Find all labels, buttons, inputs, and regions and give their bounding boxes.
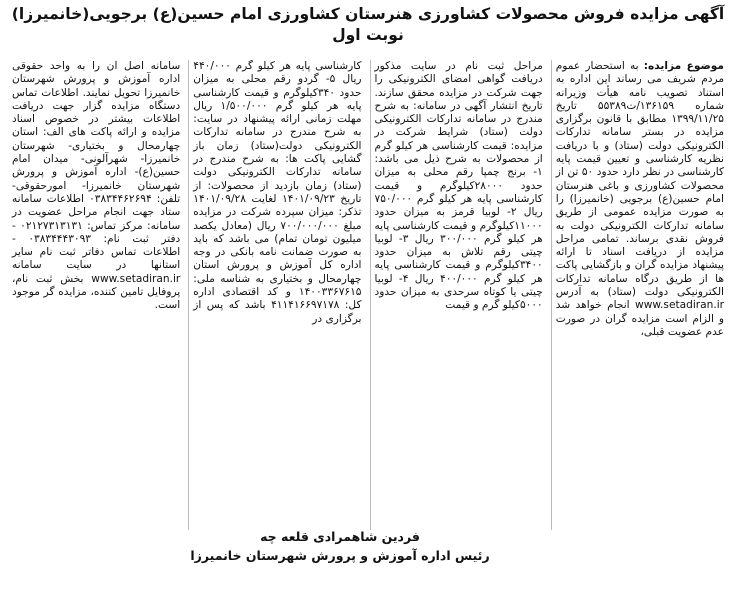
- column-1: [551, 60, 728, 530]
- notice-title: آگهی مزایده فروش محصولات کشاورزی هنرستان کشاورزی امام حسین(ع) برجویی(خانمیرزا): [11, 5, 725, 23]
- column-1-text: به استحضار عموم مردم شریف می رساند این اداره به استناد تصویب نامه هیأت وزیرانه شماره ۱۳۶۱۵۹/ت۵۵۳۸۹ تاریخ ۱۳۹۹/۱۱/۲۵ مطابق با قانون برگزاری مزایده در بستر سامانه تدارکات الکترونیکی دولت (ستاد) و با دریافت نظریه کارشناسی و تعیین قیمت پایه کارشناسی در نظر دارد حدود ۵۰ تن از محصولات کشاورزی و باغی هنرستان امام حسین(ع) برجویی (خانمیرزا) را به صورت مزایده عمومی از طریق سامانه تدارکات الکترونیکی دولت به فروش نقدی برساند. تمامی مراحل مزایده از دریافت اسناد تا ارائه پیشنهاد مزایده گران و بازگشایی پاکت ها از طریق درگاه سامانه تدارکات الکترونیکی دولت (ستاد) به آدرس www.setadiran.ir انجام خواهد شد و الزام است مزایده گران در صورت عدم عضویت قبلی،: [555, 60, 725, 338]
- subject-heading: موضوع مزایده:: [643, 60, 724, 72]
- column-3-text: کارشناسی پایه هر کیلو گرم ۴۴۰/۰۰۰ ریال ۵- گردو رقم محلی به میزان حدود ۳۴۰کیلوگرم و قیمت کارشناسی پایه هر کیلو گرم ۱/۵۰۰/۰۰۰ ریال مهلت زمانی ارائه پیشنهاد در سایت: به شرح مندرج در سامانه تدارکات الکترونیکی دولت(ستاد) زمان باز گشایی پاکت ها: به شرح مندرج در سامانه تدارکات الکترونیکی دولت (ستاد) زمان بازدید از محصولات: از تاریخ ۱۴۰۱/۰۹/۲۳ لغایت ۱۴۰۱/۰۹/۲۸ تذکر: میزان سپرده شرکت در مزایده مبلغ ۷۰۰/۰۰۰/۰۰۰ ریال (معادل یکصد میلیون تومان تمام) می باشد که باید به صورت ضمانت نامه بانکی در وجه اداره کل آموزش و پرورش استان چهارمحال و بختیاری به شناسه ملی: ۱۴۰۰۳۳۶۷۶۱۵ و کد اقتصادی اداره کل: ۴۱۱۴۱۶۶۹۷۱۷۸ باشد که پس از برگزاری در: [193, 60, 362, 325]
- signer-name: فردین شاهمرادی قلعه چه: [260, 529, 420, 544]
- column-4-text: سامانه اصل آن را به واحد حقوقی اداره آموزش و پرورش شهرستان خانمیرزا تحویل نمایند. اطلاعات تماس دستگاه مزایده گزار جهت دریافت اطلاعات بیشتر در خصوص اسناد مزایده و ارائه پاکت های الف: استان چهارمحال و بختیاری- شهرستان خانمیرزا- شهرآلونی- میدان امام حسین(ع)- اداره آموزش و پرورش شهرستان خانمیرزا- امورحقوقی- تلفن: ۰۳۸۳۴۴۶۲۶۹۴ اطلاعات سامانه ستاد جهت انجام مراحل عضویت در سامانه: مرکز تماس: ۰۲۱۲۷۳۱۳۱۳۱ - دفتر ثبت نام: ۰۳۸۳۴۴۴۳۰۹۳ - اطلاعات تماس دفاتر ثبت نام سایر استانها در سایت سامانه www.setadiran.ir بخش ثبت نام، پروفایل تامین کننده، مزایده گر موجود است.: [12, 60, 181, 312]
- notice-subtitle: نوبت اول: [332, 26, 404, 44]
- column-2: [370, 60, 547, 530]
- notice-body: [8, 60, 728, 530]
- signature-block: [190, 527, 490, 565]
- signer-position: رئیس اداره آموزش و پرورش شهرستان خانمیرزا: [190, 548, 490, 563]
- column-3: [188, 60, 365, 530]
- column-4: [8, 60, 184, 530]
- column-2-text: مراحل ثبت نام در سایت مذکور دریافت گواهی امضای الکترونیکی را جهت شرکت در مزایده محقق سازند. تاریخ انتشار آگهی در سامانه: به شرح مندرج در سامانه تدارکات الکترونیکی دولت (ستاد) شرایط شرکت در مزایده: قیمت کارشناسی هر کیلو گرم از محصولات به شرح ذیل می باشد: ۱- برنج چمپا رقم محلی به میزان حدود ۲۸۰۰۰کیلوگرم و قیمت کارشناسی پایه هر کیلو گرم ۷۵۰/۰۰۰ ریال ۲- لوبیا قرمز به میزان حدود ۱۱۰۰۰کیلوگرم و قیمت کارشناسی پایه هر کیلو گرم ۳۰۰/۰۰۰ ریال ۳- لوبیا چیتی رقم تلاش به میزان حدود ۳۴۰۰کیلوگرم و قیمت کارشناسی پایه هر کیلو گرم ۴۰۰/۰۰۰ ریال ۴- لوبیا چیتی یا کوتاه سرحدی به میزان حدود ۵۰۰۰کیلو گرم و قیمت: [374, 60, 543, 312]
